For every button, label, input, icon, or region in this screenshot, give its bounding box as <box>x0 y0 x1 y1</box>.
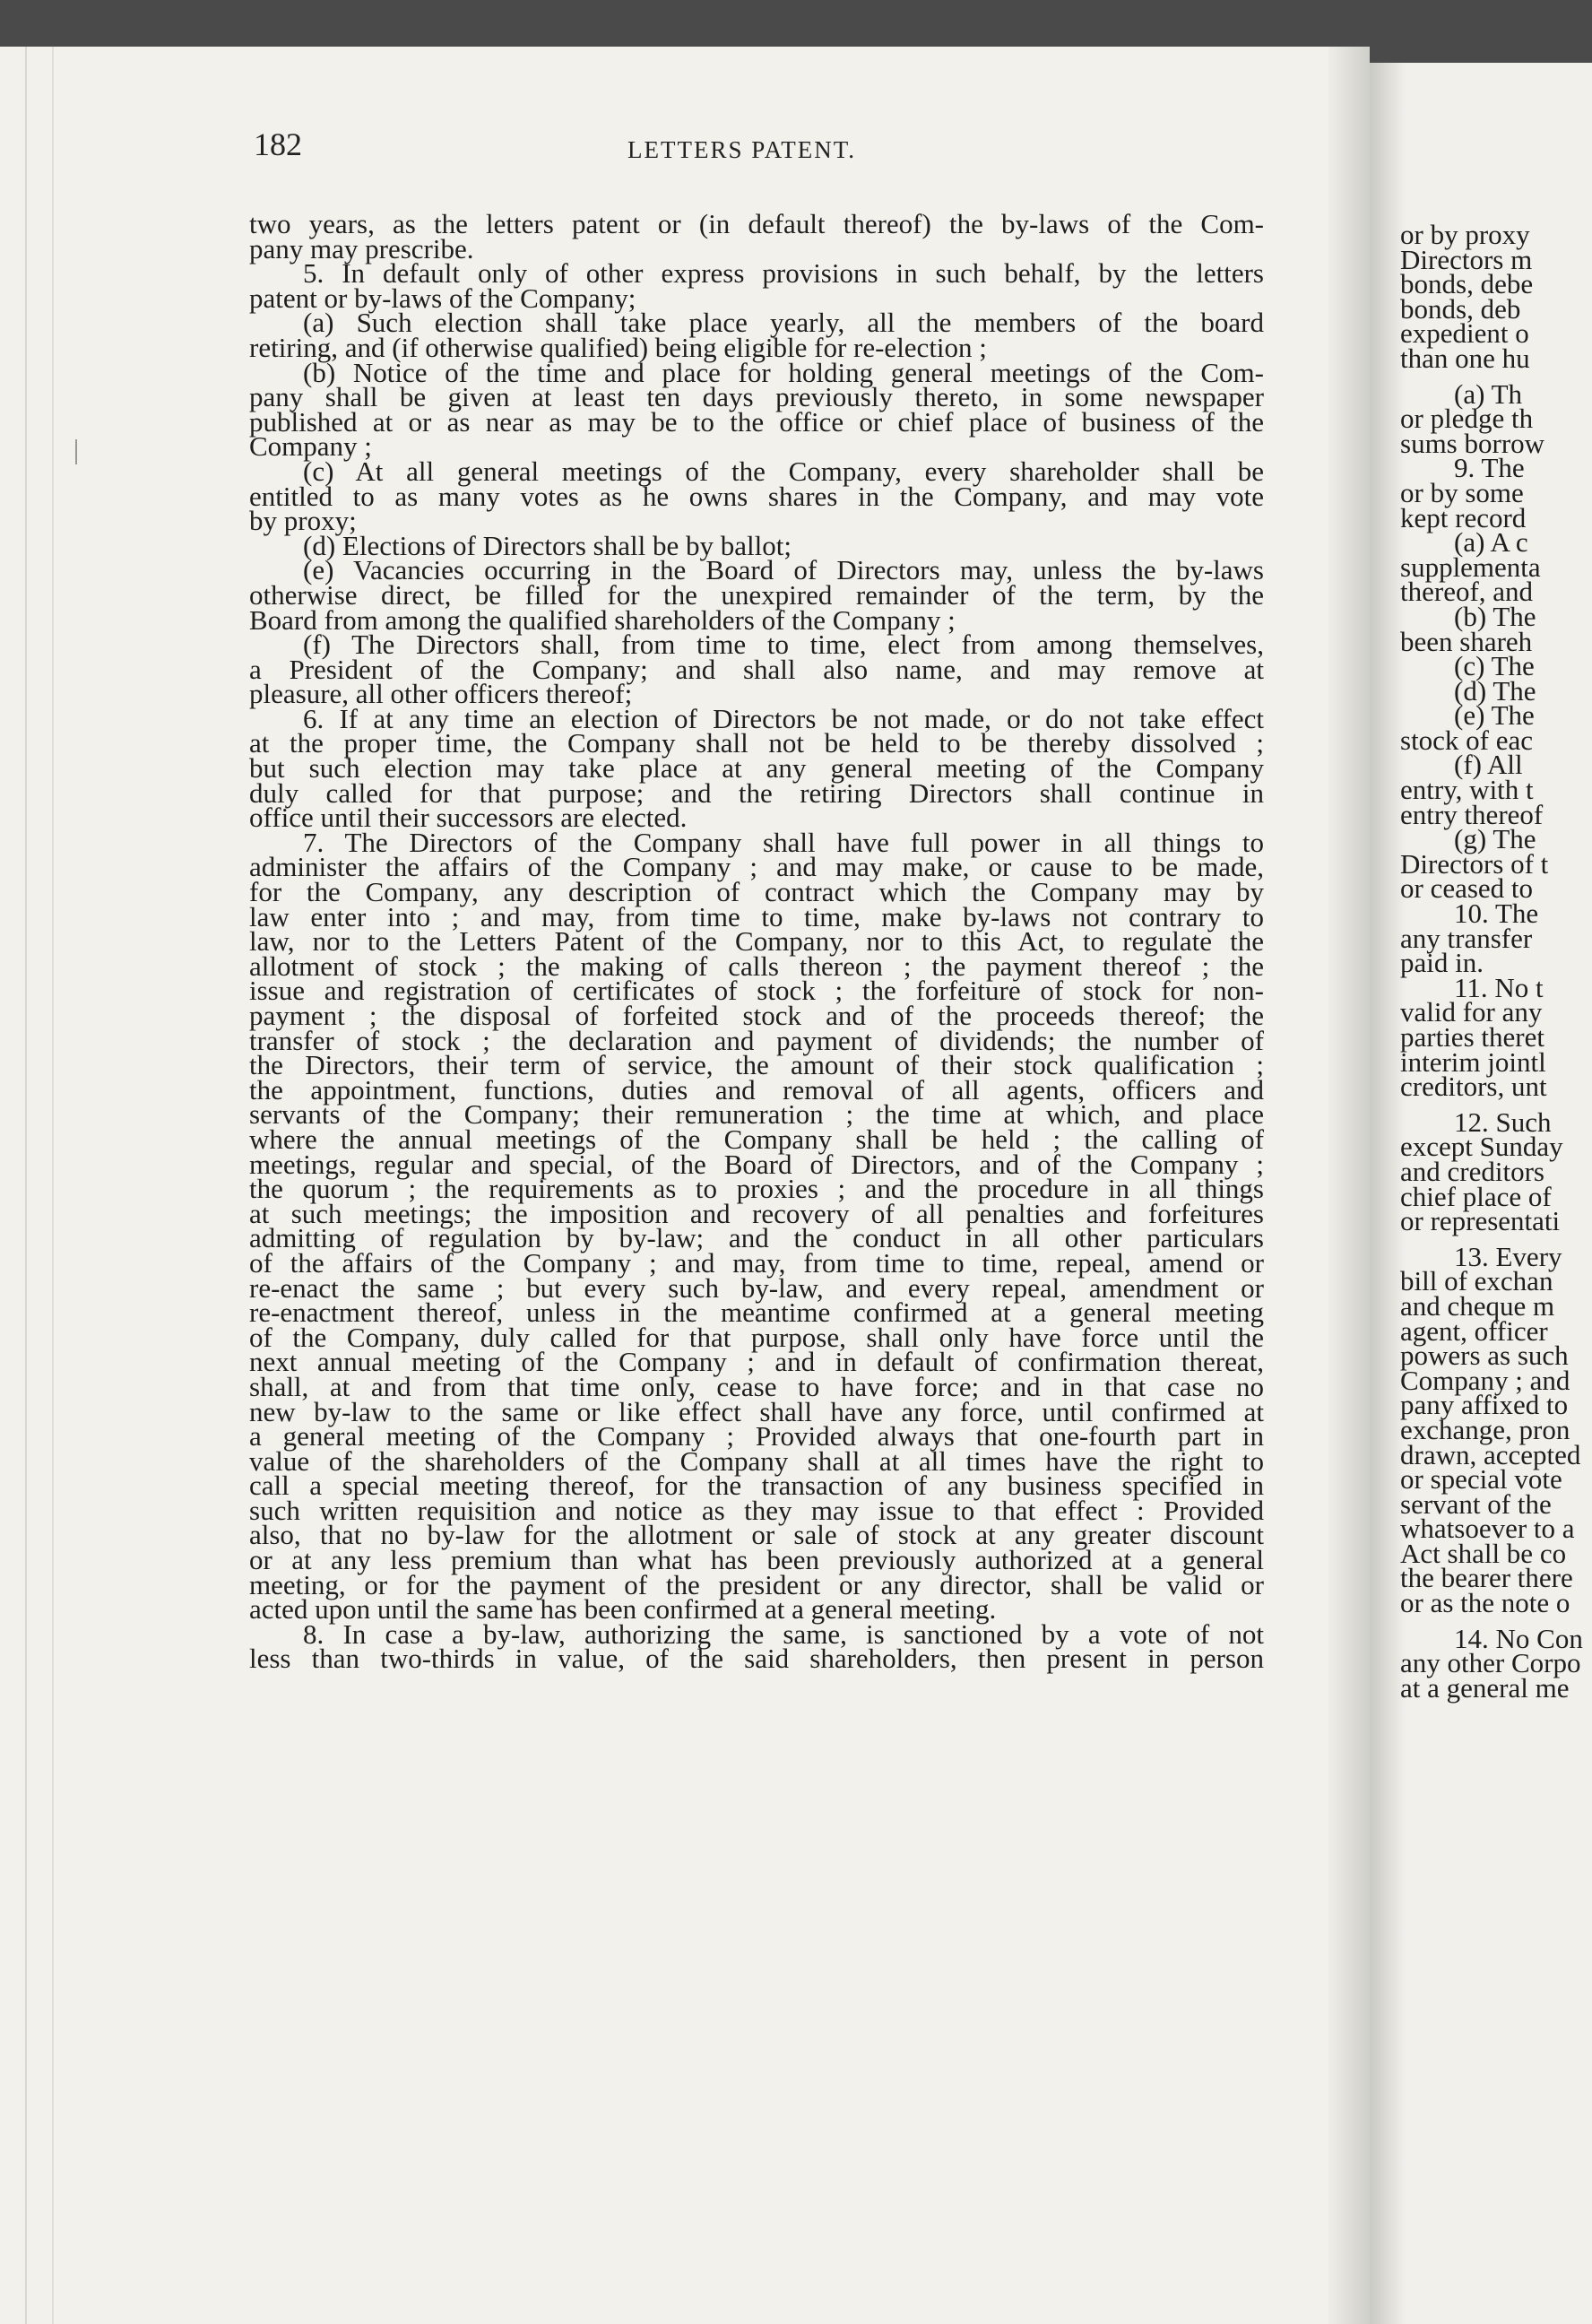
text-line: at the proper time, the Company shall not be held to be thereby dissolved ; <box>249 727 1264 759</box>
text-line: of the affairs of the Company ; and may, from time to time, repeal, amend or <box>249 1246 1264 1279</box>
facing-page-line: except Sunday <box>1400 1131 1563 1163</box>
body-text <box>249 208 1264 1675</box>
page-number: 182 <box>254 126 302 162</box>
facing-page-line: exchange, pron <box>1400 1413 1570 1445</box>
facing-page-line: agent, officer <box>1400 1314 1548 1347</box>
facing-page-line: and cheque m <box>1400 1289 1555 1322</box>
text-line: 6. If at any time an election of Directors be not made, or do not take effect <box>303 702 1264 734</box>
facing-page-line: whatsoever to a <box>1400 1513 1575 1545</box>
facing-page-line: Directors m <box>1400 243 1533 275</box>
text-line: (a) Such election shall take place yearly, all the members of the board <box>303 307 1264 339</box>
facing-page-line: the bearer there <box>1400 1562 1573 1594</box>
text-line: pleasure, all other officers thereof; <box>249 678 633 710</box>
facing-page-line: drawn, accepted <box>1400 1438 1581 1470</box>
text-line: duly called for that purpose; and the retiring Directors shall continue in <box>249 776 1264 809</box>
facing-page-line: supplementa <box>1400 551 1541 583</box>
facing-page-line: (a) A c <box>1454 526 1528 559</box>
text-line: acted upon until the same has been confirmed at a general meeting. <box>249 1593 997 1626</box>
text-line: (c) At all general meetings of the Company, every shareholder shall be <box>303 455 1264 487</box>
text-line: a general meeting of the Company ; Provided always that one-fourth part in <box>249 1420 1264 1452</box>
text-line: entitled to as many votes as he owns shares in the Company, and may vote <box>249 480 1264 512</box>
facing-page-line: creditors, unt <box>1400 1071 1547 1103</box>
text-line: two years, as the letters patent or (in default thereof) the by-laws of the Com- <box>249 208 1264 239</box>
text-line: value of the shareholders of the Company shall at all times have the right to <box>249 1444 1264 1477</box>
facing-page-line: thereof, and <box>1400 576 1534 608</box>
text-line: but such election may take place at any general meeting of the Company <box>249 752 1264 785</box>
facing-page-line: chief place of <box>1400 1180 1552 1212</box>
text-line: 7. The Directors of the Company shall have full power in all things to <box>303 826 1264 858</box>
text-line: for the Company, any description of contract which the Company may by <box>249 876 1264 908</box>
facing-page-line: (c) The <box>1454 650 1535 682</box>
facing-page-line: 12. Such <box>1454 1106 1552 1138</box>
text-line: payment ; the disposal of forfeited stock and of the proceeds thereof; the <box>249 1000 1264 1031</box>
text-line: next annual meeting of the Company ; and in default of confirmation thereat, <box>249 1346 1264 1378</box>
margin-mark <box>75 439 77 464</box>
text-line: allotment of stock ; the making of calls thereon ; the payment thereof ; the <box>249 950 1264 982</box>
facing-page-line: (d) The <box>1454 674 1536 707</box>
facing-page-line: bonds, debe <box>1400 268 1534 300</box>
text-line: servants of the Company; their remuneration ; the time at which, and place <box>249 1098 1264 1131</box>
facing-page-line: 14. No Con <box>1454 1622 1583 1654</box>
facing-page-line: Directors of t <box>1400 847 1549 880</box>
text-line: also, that no by-law for the allotment or sale of stock at any greater discount <box>249 1519 1264 1551</box>
text-line: otherwise direct, be filled for the unexpired remainder of the term, by the <box>249 578 1264 611</box>
text-line: new by-law to the same or like effect shall have any force, until confirmed at <box>249 1395 1264 1427</box>
facing-page-line: 13. Every <box>1454 1240 1562 1272</box>
facing-page-line: interim jointl <box>1400 1045 1546 1078</box>
text-line: the quorum ; the requirements as to proxies ; and the procedure in all things <box>249 1173 1264 1205</box>
text-line: such written requisition and notice as they may issue to that effect : Provided <box>249 1494 1264 1526</box>
text-line: of the Company, duly called for that purpose, shall only have force until the <box>249 1321 1264 1353</box>
text-line: call a special meeting thereof, for the transaction of any business specified in <box>249 1470 1264 1502</box>
facing-page-line: any transfer <box>1400 922 1533 954</box>
page-edge-lines <box>25 47 54 2324</box>
facing-page-line: any other Corpo <box>1400 1647 1581 1679</box>
facing-page-line: 11. No t <box>1454 971 1544 1003</box>
facing-page-line: or by some <box>1400 476 1524 508</box>
text-line: retiring, and (if otherwise qualified) being eligible for re-election ; <box>249 331 987 363</box>
facing-page-line: pany affixed to <box>1400 1389 1569 1421</box>
facing-page-line: (b) The <box>1454 600 1536 632</box>
text-line: re-enactment thereof, unless in the meantime confirmed at a general meeting <box>249 1296 1264 1329</box>
running-head: LETTERS PATENT. <box>627 136 857 163</box>
facing-page-line: (e) The <box>1454 699 1535 732</box>
facing-page-line: or pledge th <box>1400 403 1534 435</box>
facing-page-line: servant of the <box>1400 1487 1552 1520</box>
gutter-shadow <box>1328 47 1370 2324</box>
text-line: transfer of stock ; the declaration and payment of dividends; the number of <box>249 1024 1264 1056</box>
text-line: (e) Vacancies occurring in the Board of Directors may, unless the by-laws <box>303 554 1264 586</box>
facing-page-line: sums borrow <box>1400 427 1545 459</box>
text-line: less than two-thirds in value, of the said shareholders, then present in person <box>249 1643 1264 1675</box>
facing-page-line: or by proxy <box>1400 219 1530 250</box>
facing-page-line: powers as such <box>1400 1340 1569 1372</box>
text-line: (f) The Directors shall, from time to time, elect from among themselves, <box>303 629 1264 661</box>
text-line: 5. In default only of other express provisions in such behalf, by the letters <box>303 257 1264 290</box>
text-line: the appointment, functions, duties and removal of all agents, officers and <box>249 1073 1264 1106</box>
facing-page-line: paid in. <box>1400 947 1484 979</box>
facing-page-line: expedient o <box>1400 317 1529 350</box>
facing-page-line: bonds, deb <box>1400 292 1521 325</box>
text-line: at such meetings; the imposition and recovery of all penalties and forfeitures <box>249 1197 1264 1229</box>
text-line: published at or as near as may be to the office or chief place of business of the <box>249 405 1264 438</box>
text-line: a President of the Company; and shall also name, and may remove at <box>249 653 1264 685</box>
text-line: administer the affairs of the Company ; and may make, or cause to be made, <box>249 851 1264 883</box>
text-line: office until their successors are elected. <box>249 802 688 834</box>
text-line: law enter into ; and may, from time to time, make by-laws not contrary to <box>249 900 1264 932</box>
text-line: patent or by-laws of the Company; <box>249 282 636 314</box>
text-line: or at any less premium than what has been previously authorized at a general <box>249 1544 1264 1576</box>
text-line: Board from among the qualified shareholders of the Company ; <box>249 603 956 636</box>
facing-page-line: or representati <box>1400 1205 1561 1237</box>
facing-page-line: 10. The <box>1454 898 1539 930</box>
text-line: pany shall be given at least ten days previously thereto, in some newspaper <box>249 381 1264 413</box>
facing-page-line: (f) All <box>1454 749 1523 781</box>
text-line: issue and registration of certificates of stock ; the forfeiture of stock for non- <box>249 975 1264 1007</box>
facing-page-line: and creditors <box>1400 1155 1544 1187</box>
text-line: meeting, or for the payment of the president or any director, shall be valid or <box>249 1568 1264 1600</box>
facing-page-line: (g) The <box>1454 823 1536 855</box>
facing-page-text <box>1400 219 1592 1704</box>
facing-page-line: entry thereof <box>1400 798 1544 830</box>
text-line: Company ; <box>249 430 372 463</box>
facing-page-line: Act shall be co <box>1400 1537 1567 1569</box>
text-line: pany may prescribe. <box>249 232 474 264</box>
text-line: admitting of regulation by by-law; and the conduct in all other particulars <box>249 1222 1264 1254</box>
facing-page-line: at a general me <box>1400 1671 1570 1704</box>
facing-page-line: (a) Th <box>1454 377 1523 410</box>
text-line: law, nor to the Letters Patent of the Company, nor to this Act, to regulate the <box>249 925 1264 958</box>
facing-page-line: Company ; and <box>1400 1364 1570 1396</box>
facing-page-line: valid for any <box>1400 996 1543 1028</box>
text-line: (d) Elections of Directors shall be by ballot; <box>303 529 792 561</box>
facing-page-line: been shareh <box>1400 625 1533 657</box>
text-line: (b) Notice of the time and place for holding general meetings of the Com- <box>303 356 1264 388</box>
text-line: re-enact the same ; but every such by-law, and every repeal, amendment or <box>249 1271 1264 1304</box>
facing-page-line: entry, with t <box>1400 774 1534 806</box>
facing-page-line: or ceased to <box>1400 872 1534 905</box>
facing-page-line: than one hu <box>1400 342 1530 374</box>
text-line: meetings, regular and special, of the Board of Directors, and of the Company ; <box>249 1148 1264 1180</box>
text-line: shall, at and from that time only, cease to have force; and in that case no <box>249 1370 1264 1402</box>
facing-page-line: kept record <box>1400 501 1527 533</box>
facing-page-line: 9. The <box>1454 452 1525 484</box>
facing-page-line: parties theret <box>1400 1021 1544 1053</box>
facing-page-line: or as the note o <box>1400 1587 1570 1619</box>
facing-page-line: stock of eac <box>1400 724 1534 756</box>
text-line: the Directors, their term of service, the amount of their stock qualification ; <box>249 1049 1264 1081</box>
text-line: by proxy; <box>249 505 357 537</box>
facing-page-line: bill of exchan <box>1400 1265 1553 1297</box>
text-line: where the annual meetings of the Company shall be held ; the calling of <box>249 1123 1264 1155</box>
text-line: 8. In case a by-law, authorizing the same, is sanctioned by a vote of not <box>303 1617 1264 1650</box>
facing-page-line: or special vote <box>1400 1463 1562 1496</box>
